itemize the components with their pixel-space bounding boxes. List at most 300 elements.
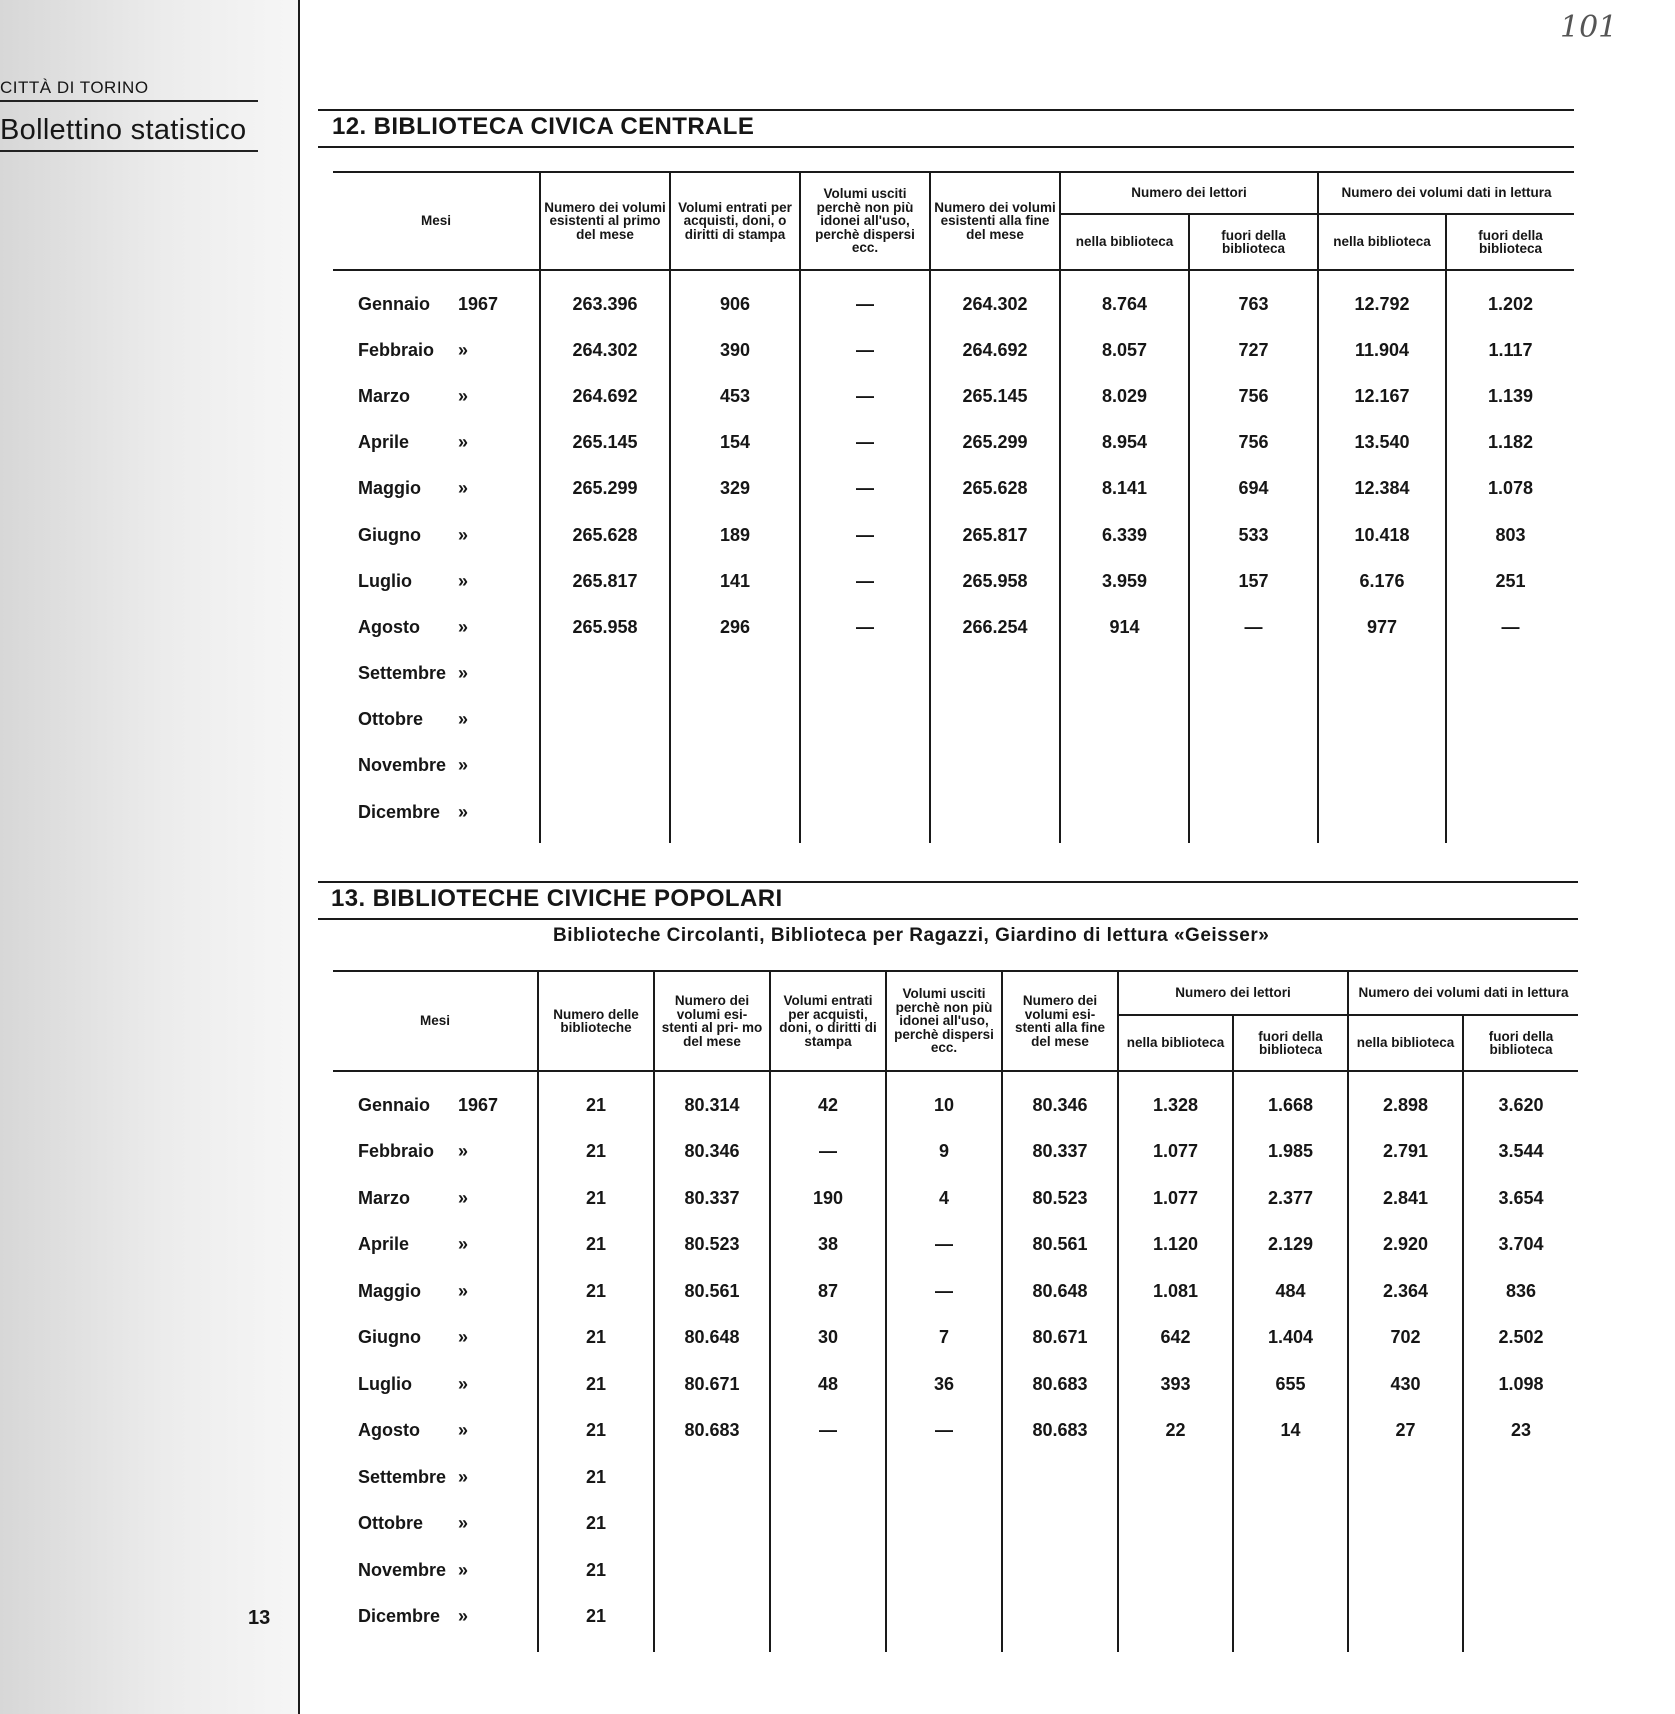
value-cell <box>670 651 800 697</box>
value-cell: 265.145 <box>540 420 670 466</box>
table-row <box>333 1082 1578 1129</box>
value-cell: 80.683 <box>654 1408 770 1455</box>
value-cell: 80.346 <box>1002 1082 1118 1129</box>
value-cell: 13.540 <box>1318 420 1446 466</box>
value-cell <box>1318 743 1446 789</box>
spacer-cell <box>1118 1640 1233 1652</box>
value-cell: 1.328 <box>1118 1082 1233 1129</box>
value-cell <box>770 1501 886 1548</box>
value-cell <box>1318 789 1446 835</box>
table-row <box>333 466 1574 512</box>
month-name: Ottobre <box>358 709 423 730</box>
value-cell <box>1002 1454 1118 1501</box>
month-cell <box>333 1361 538 1408</box>
value-cell <box>1118 1501 1233 1548</box>
value-cell <box>1446 743 1574 789</box>
value-cell: 1.117 <box>1446 327 1574 373</box>
spacer-cell <box>540 270 670 281</box>
spacer-cell <box>333 1640 538 1652</box>
value-cell: — <box>800 373 930 419</box>
value-cell <box>540 697 670 743</box>
header-readers-group: Numero dei lettori <box>1118 971 1348 1015</box>
header-readers-group: Numero dei lettori <box>1060 172 1318 214</box>
section13-table <box>333 970 1578 1652</box>
year-mark: » <box>458 385 469 406</box>
value-cell <box>1463 1547 1578 1594</box>
value-cell <box>1463 1594 1578 1641</box>
value-cell <box>670 789 800 835</box>
month-name: Agosto <box>358 1420 420 1441</box>
spacer-cell <box>1233 1071 1348 1082</box>
value-cell: 80.648 <box>1002 1268 1118 1315</box>
header-loans-in: nella biblioteca <box>1348 1015 1463 1071</box>
value-cell <box>540 651 670 697</box>
value-cell: — <box>770 1408 886 1455</box>
value-cell <box>1060 697 1189 743</box>
value-cell: 265.817 <box>540 558 670 604</box>
table-spacer <box>333 1640 1578 1652</box>
month-name: Aprile <box>358 1234 410 1255</box>
value-cell <box>1189 789 1318 835</box>
month-cell <box>333 1082 538 1129</box>
value-cell <box>1189 651 1318 697</box>
month-cell <box>333 1547 538 1594</box>
value-cell: 1.098 <box>1463 1361 1578 1408</box>
value-cell: 1.077 <box>1118 1129 1233 1176</box>
header-loans-group: Numero dei volumi dati in lettura <box>1318 172 1574 214</box>
year-mark: » <box>458 1606 469 1627</box>
value-cell: 1.078 <box>1446 466 1574 512</box>
month-name: Dicembre <box>358 801 441 822</box>
month-name: Febbraio <box>358 339 435 360</box>
month-name: Febbraio <box>358 1141 435 1162</box>
value-cell: 265.817 <box>930 512 1060 558</box>
value-cell: 265.958 <box>930 558 1060 604</box>
month-cell <box>333 1129 538 1176</box>
spacer-cell <box>538 1071 654 1082</box>
spacer-cell <box>1446 835 1574 843</box>
value-cell: 2.841 <box>1348 1175 1463 1222</box>
spacer-cell <box>1463 1071 1578 1082</box>
value-cell: 1.202 <box>1446 281 1574 327</box>
table-row <box>333 1594 1578 1641</box>
spacer-cell <box>930 835 1060 843</box>
spacer-cell <box>1060 835 1189 843</box>
value-cell <box>1060 789 1189 835</box>
value-cell <box>930 651 1060 697</box>
value-cell: 1.120 <box>1118 1222 1233 1269</box>
value-cell: 80.683 <box>1002 1408 1118 1455</box>
value-cell: 80.523 <box>1002 1175 1118 1222</box>
month-cell <box>333 420 540 466</box>
year-mark: 1967 <box>458 1094 499 1115</box>
value-cell: 8.954 <box>1060 420 1189 466</box>
header-loans-in: nella biblioteca <box>1318 214 1446 270</box>
value-cell <box>1060 651 1189 697</box>
value-cell <box>1446 697 1574 743</box>
value-cell: 12.792 <box>1318 281 1446 327</box>
section12-table-body <box>333 270 1574 843</box>
month-name: Ottobre <box>358 1513 423 1534</box>
value-cell <box>770 1547 886 1594</box>
value-cell: 80.346 <box>654 1129 770 1176</box>
year-mark: » <box>458 478 469 499</box>
handwritten-page-mark: 101 <box>1560 10 1618 45</box>
table-row <box>333 697 1574 743</box>
header-readers-in: nella biblioteca <box>1118 1015 1233 1071</box>
value-cell: 756 <box>1189 373 1318 419</box>
value-cell: 141 <box>670 558 800 604</box>
value-cell: 80.671 <box>1002 1315 1118 1362</box>
header-mesi: Mesi <box>333 971 538 1071</box>
value-cell: — <box>886 1408 1002 1455</box>
value-cell: — <box>1446 604 1574 650</box>
value-cell <box>1002 1501 1118 1548</box>
spacer-cell <box>1189 270 1318 281</box>
value-cell <box>1233 1454 1348 1501</box>
header-entered: Volumi entrati per acquisti, doni, o diritti di stampa <box>670 172 800 270</box>
table-row <box>333 651 1574 697</box>
section12-table <box>333 171 1574 843</box>
table-row <box>333 1315 1578 1362</box>
table-row <box>333 1408 1578 1455</box>
month-cell <box>333 1501 538 1548</box>
value-cell <box>670 697 800 743</box>
section12-title-rule-bottom <box>318 146 1574 148</box>
header-existing-start: Numero dei volumi esi- stenti al pri- mo del mese <box>654 971 770 1071</box>
header-readers-out: fuori della biblioteca <box>1233 1015 1348 1071</box>
column-separator <box>298 0 300 1714</box>
month-name: Gennaio <box>358 1094 431 1115</box>
value-cell: — <box>800 327 930 373</box>
year-mark: » <box>458 432 469 453</box>
spacer-cell <box>800 835 930 843</box>
header-readers-in: nella biblioteca <box>1060 214 1189 270</box>
value-cell: 329 <box>670 466 800 512</box>
value-cell <box>1446 789 1574 835</box>
header-loans-group: Numero dei volumi dati in lettura <box>1348 971 1578 1015</box>
table-row <box>333 743 1574 789</box>
year-mark: » <box>458 1373 469 1394</box>
value-cell: 30 <box>770 1315 886 1362</box>
year-mark: » <box>458 616 469 637</box>
month-name: Giugno <box>358 524 421 545</box>
spacer-cell <box>1463 1640 1578 1652</box>
value-cell <box>540 743 670 789</box>
table-row <box>333 512 1574 558</box>
spacer-cell <box>654 1640 770 1652</box>
value-cell: 21 <box>538 1594 654 1641</box>
year-mark: 1967 <box>458 293 499 314</box>
value-cell: 8.141 <box>1060 466 1189 512</box>
value-cell: 21 <box>538 1454 654 1501</box>
spacer-cell <box>333 835 540 843</box>
year-mark: » <box>458 801 469 822</box>
value-cell: 2.502 <box>1463 1315 1578 1362</box>
value-cell <box>1348 1547 1463 1594</box>
month-name: Settembre <box>358 1466 447 1487</box>
table-row <box>333 1454 1578 1501</box>
value-cell: 21 <box>538 1082 654 1129</box>
value-cell: 87 <box>770 1268 886 1315</box>
value-cell: 2.377 <box>1233 1175 1348 1222</box>
value-cell: 7 <box>886 1315 1002 1362</box>
value-cell: 264.302 <box>540 327 670 373</box>
value-cell: 8.029 <box>1060 373 1189 419</box>
month-name: Giugno <box>358 1327 421 1348</box>
spacer-cell <box>770 1640 886 1652</box>
value-cell: 36 <box>886 1361 1002 1408</box>
value-cell: 263.396 <box>540 281 670 327</box>
value-cell: — <box>800 420 930 466</box>
value-cell <box>1348 1454 1463 1501</box>
value-cell: 251 <box>1446 558 1574 604</box>
table-row <box>333 1222 1578 1269</box>
value-cell: 266.254 <box>930 604 1060 650</box>
value-cell: 1.077 <box>1118 1175 1233 1222</box>
header-existing-end: Numero dei volumi esi- stenti alla fine del mese <box>1002 971 1118 1071</box>
value-cell: 189 <box>670 512 800 558</box>
value-cell: 21 <box>538 1408 654 1455</box>
table-row <box>333 1361 1578 1408</box>
spacer-cell <box>670 270 800 281</box>
table-row <box>333 281 1574 327</box>
value-cell: 21 <box>538 1129 654 1176</box>
table-row <box>333 789 1574 835</box>
value-cell: 1.404 <box>1233 1315 1348 1362</box>
value-cell <box>1118 1594 1233 1641</box>
margin-rule-bottom <box>0 150 258 152</box>
value-cell <box>1060 743 1189 789</box>
table-row <box>333 1501 1578 1548</box>
year-mark: » <box>458 1466 469 1487</box>
value-cell <box>1189 743 1318 789</box>
value-cell: 8.057 <box>1060 327 1189 373</box>
table-spacer <box>333 1071 1578 1082</box>
header-loans-out: fuori della biblioteca <box>1446 214 1574 270</box>
value-cell: 2.364 <box>1348 1268 1463 1315</box>
value-cell: 264.692 <box>540 373 670 419</box>
value-cell: 265.299 <box>930 420 1060 466</box>
value-cell: 1.139 <box>1446 373 1574 419</box>
value-cell <box>886 1501 1002 1548</box>
value-cell: 11.904 <box>1318 327 1446 373</box>
value-cell: 390 <box>670 327 800 373</box>
value-cell: 14 <box>1233 1408 1348 1455</box>
value-cell: 157 <box>1189 558 1318 604</box>
month-name: Dicembre <box>358 1606 441 1627</box>
value-cell: 6.176 <box>1318 558 1446 604</box>
spacer-cell <box>770 1071 886 1082</box>
value-cell: 21 <box>538 1222 654 1269</box>
spacer-cell <box>670 835 800 843</box>
month-cell <box>333 466 540 512</box>
value-cell <box>770 1454 886 1501</box>
month-name: Agosto <box>358 616 420 637</box>
value-cell <box>1318 651 1446 697</box>
spacer-cell <box>654 1071 770 1082</box>
value-cell: 21 <box>538 1268 654 1315</box>
value-cell: 22 <box>1118 1408 1233 1455</box>
spacer-cell <box>540 835 670 843</box>
month-name: Aprile <box>358 432 410 453</box>
spacer-cell <box>886 1071 1002 1082</box>
value-cell: — <box>800 558 930 604</box>
month-name: Settembre <box>358 663 447 684</box>
spacer-cell <box>800 270 930 281</box>
value-cell: 80.337 <box>654 1175 770 1222</box>
value-cell: 21 <box>538 1361 654 1408</box>
year-mark: » <box>458 755 469 776</box>
section13-title-rule-top <box>318 881 1578 883</box>
value-cell <box>654 1594 770 1641</box>
value-cell: 9 <box>886 1129 1002 1176</box>
month-cell <box>333 1175 538 1222</box>
value-cell: 80.561 <box>654 1268 770 1315</box>
header-loans-out: fuori della biblioteca <box>1463 1015 1578 1071</box>
value-cell: 21 <box>538 1547 654 1594</box>
value-cell: — <box>800 466 930 512</box>
margin-rule-top <box>0 100 258 102</box>
value-cell: 48 <box>770 1361 886 1408</box>
value-cell: 453 <box>670 373 800 419</box>
month-cell <box>333 789 540 835</box>
value-cell: 2.129 <box>1233 1222 1348 1269</box>
value-cell: 265.958 <box>540 604 670 650</box>
value-cell: — <box>800 604 930 650</box>
month-name: Luglio <box>358 1373 412 1394</box>
value-cell: 727 <box>1189 327 1318 373</box>
table-row <box>333 327 1574 373</box>
spacer-cell <box>538 1640 654 1652</box>
table-row <box>333 558 1574 604</box>
spacer-cell <box>1060 270 1189 281</box>
table-spacer <box>333 270 1574 281</box>
value-cell: 1.985 <box>1233 1129 1348 1176</box>
table-row <box>333 1268 1578 1315</box>
value-cell <box>1002 1594 1118 1641</box>
month-name: Novembre <box>358 1559 447 1580</box>
value-cell: 642 <box>1118 1315 1233 1362</box>
spacer-cell <box>886 1640 1002 1652</box>
value-cell: 264.692 <box>930 327 1060 373</box>
value-cell: 3.620 <box>1463 1082 1578 1129</box>
value-cell: — <box>1189 604 1318 650</box>
value-cell <box>1348 1501 1463 1548</box>
value-cell <box>886 1594 1002 1641</box>
value-cell: 80.671 <box>654 1361 770 1408</box>
spacer-cell <box>1348 1071 1463 1082</box>
value-cell: 2.898 <box>1348 1082 1463 1129</box>
value-cell: 264.302 <box>930 281 1060 327</box>
year-mark: » <box>458 1559 469 1580</box>
value-cell: 1.668 <box>1233 1082 1348 1129</box>
value-cell: 763 <box>1189 281 1318 327</box>
table-row <box>333 373 1574 419</box>
value-cell: 914 <box>1060 604 1189 650</box>
value-cell: 655 <box>1233 1361 1348 1408</box>
month-name: Novembre <box>358 755 447 776</box>
value-cell <box>654 1547 770 1594</box>
value-cell: 6.339 <box>1060 512 1189 558</box>
spacer-cell <box>333 270 540 281</box>
value-cell <box>770 1594 886 1641</box>
month-name: Marzo <box>358 1187 411 1208</box>
table-row <box>333 1547 1578 1594</box>
spacer-cell <box>1446 270 1574 281</box>
year-mark: » <box>458 1141 469 1162</box>
year-mark: » <box>458 1513 469 1534</box>
value-cell: 12.384 <box>1318 466 1446 512</box>
value-cell <box>886 1547 1002 1594</box>
header-existing-start: Numero dei volumi esistenti al primo del mese <box>540 172 670 270</box>
value-cell <box>540 789 670 835</box>
value-cell <box>930 697 1060 743</box>
header-removed: Volumi usciti perchè non più idonei all'uso, perchè dispersi ecc. <box>800 172 930 270</box>
value-cell: 12.167 <box>1318 373 1446 419</box>
value-cell <box>1446 651 1574 697</box>
value-cell: 27 <box>1348 1408 1463 1455</box>
value-cell <box>886 1454 1002 1501</box>
value-cell <box>1348 1594 1463 1641</box>
month-cell <box>333 281 540 327</box>
value-cell: 3.654 <box>1463 1175 1578 1222</box>
value-cell <box>1118 1454 1233 1501</box>
month-name: Maggio <box>358 1280 421 1301</box>
value-cell: 1.081 <box>1118 1268 1233 1315</box>
value-cell: 80.523 <box>654 1222 770 1269</box>
section13-subtitle: Biblioteche Circolanti, Biblioteca per Ragazzi, Giardino di lettura «Geisser» <box>553 925 1270 946</box>
value-cell: 8.764 <box>1060 281 1189 327</box>
bulletin-title: Bollettino statistico <box>0 114 247 146</box>
city-label: CITTÀ DI TORINO <box>0 78 149 97</box>
value-cell: 10 <box>886 1082 1002 1129</box>
value-cell: 190 <box>770 1175 886 1222</box>
year-mark: » <box>458 709 469 730</box>
table-row <box>333 604 1574 650</box>
value-cell: 756 <box>1189 420 1318 466</box>
value-cell: 80.337 <box>1002 1129 1118 1176</box>
month-cell <box>333 1594 538 1641</box>
month-name: Gennaio <box>358 293 431 314</box>
spacer-cell <box>1002 1640 1118 1652</box>
value-cell: 3.959 <box>1060 558 1189 604</box>
spacer-cell <box>1002 1071 1118 1082</box>
year-mark: » <box>458 1234 469 1255</box>
value-cell: 154 <box>670 420 800 466</box>
value-cell <box>654 1454 770 1501</box>
value-cell: 21 <box>538 1501 654 1548</box>
spacer-cell <box>333 1071 538 1082</box>
month-cell <box>333 1268 538 1315</box>
value-cell: 80.314 <box>654 1082 770 1129</box>
value-cell: 80.561 <box>1002 1222 1118 1269</box>
value-cell: 1.182 <box>1446 420 1574 466</box>
year-mark: » <box>458 1420 469 1441</box>
month-cell <box>333 1454 538 1501</box>
table-row <box>333 1129 1578 1176</box>
value-cell: 803 <box>1446 512 1574 558</box>
value-cell: — <box>886 1222 1002 1269</box>
value-cell: 484 <box>1233 1268 1348 1315</box>
year-mark: » <box>458 524 469 545</box>
value-cell: 906 <box>670 281 800 327</box>
header-removed: Volumi usciti perchè non più idonei all'uso, perchè dispersi ecc. <box>886 971 1002 1071</box>
value-cell: 265.145 <box>930 373 1060 419</box>
value-cell <box>1189 697 1318 743</box>
month-cell <box>333 604 540 650</box>
value-cell <box>1002 1547 1118 1594</box>
